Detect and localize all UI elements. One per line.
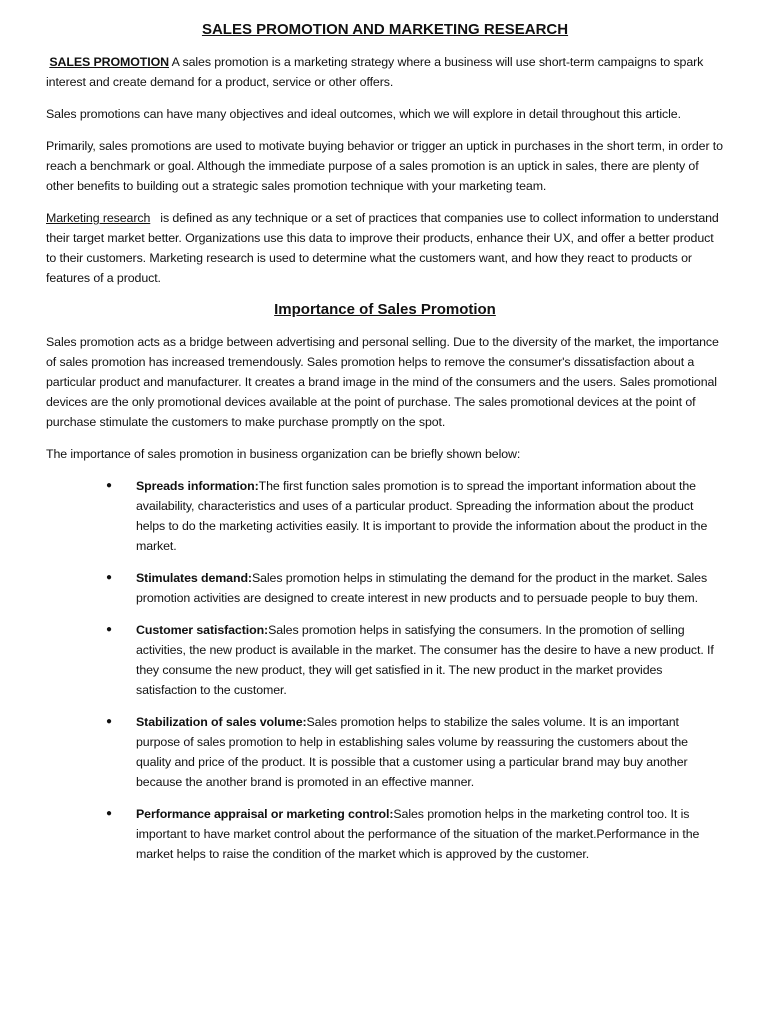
point-text: Sales promotion helps in stimulating the demand for the product in the market. Sales promotion activities are designed to create interest in new products and to persuade people to buy them. <box>136 571 708 605</box>
bridge-paragraph: Sales promotion acts as a bridge between advertising and personal selling. Due to the diversity of the market, the importance of sales promotion has increased tremendously. Sales promotion helps to remove the consumer's dissatisfaction about a particular product and manufacturer. It creates a brand image in the mind of the consumers and the users. Sales promotional devices are the only promotional devices available at the point of purchase. The sales promotional devices at the point of purchase stimulate the customers to make purchase promptly on the spot. <box>46 335 719 429</box>
importance-list <box>46 476 724 864</box>
bullet-icon: ● <box>106 624 112 635</box>
point-term: Stimulates demand: <box>136 571 252 585</box>
list-item <box>106 804 724 864</box>
marketing-research-text: is defined as any technique or a set of practices that companies use to collect information to understand their target market better. Organizations use this data to improve their products, enhance their UX, and offer a better product to their customers. Marketing research is used to determine what the customers want, and how they react to products or features of a product. <box>46 211 723 285</box>
list-item <box>106 568 724 608</box>
point-term: Spreads information: <box>136 479 259 493</box>
bullet-icon: ● <box>106 572 112 583</box>
document-title: SALES PROMOTION AND MARKETING RESEARCH <box>201 21 569 38</box>
list-intro-paragraph: The importance of sales promotion in business organization can be briefly shown below: <box>46 447 521 461</box>
marketing-research-term: Marketing research <box>46 211 151 225</box>
bullet-icon: ● <box>106 480 112 491</box>
list-item <box>106 476 724 556</box>
intro-text: A sales promotion is a marketing strategy where a business will use short-term campaigns to spark interest and create demand for a product, service or other offers. <box>46 55 704 89</box>
point-text: Sales promotion helps in the marketing control too. It is important to have market control about the performance of the situation of the market.Performance in the market helps to raise the condition of the market which is approved by the customer. <box>136 807 700 861</box>
marketing-research-paragraph <box>46 208 724 288</box>
primarily-paragraph: Primarily, sales promotions are used to motivate buying behavior or trigger an uptick in purchases in the short term, in order to reach a benchmark or goal. Although the immediate purpose of a sales promotion is an uptick in sales, there are plenty of other benefits to building out a strategic sales promotion technique with your marketing team. <box>46 139 723 193</box>
bullet-icon: ● <box>106 808 112 819</box>
point-text: Sales promotion helps in satisfying the consumers. In the promotion of selling activities, the new product is available in the market. The consumer has the desire to have a new product. If they consume the new product, they will get satisfied in it. The new product in the market provides satisfaction to the customer. <box>136 623 714 697</box>
point-text: The first function sales promotion is to spread the important information about the availability, characteristics and uses of a particular product. Spreading the information about the product helps to do the marketing activities easily. It is important to provide the information about the product in the market. <box>136 479 708 553</box>
point-text: Sales promotion helps to stabilize the sales volume. It is an important purpose of sales promotion to help in establishing sales volume by reassuring the customers about the quality and price of the product. It is possible that a customer using a particular brand may buy another because the another brand is promoted in an effective manner. <box>136 715 688 789</box>
sales-promotion-term: SALES PROMOTION <box>49 55 170 69</box>
bullet-icon: ● <box>106 716 112 727</box>
list-item <box>106 620 724 700</box>
importance-heading: Importance of Sales Promotion <box>274 301 496 318</box>
list-item <box>106 712 724 792</box>
point-term: Customer satisfaction: <box>136 623 269 637</box>
point-term: Stabilization of sales volume: <box>136 715 307 729</box>
intro-paragraph <box>46 52 724 92</box>
objectives-paragraph: Sales promotions can have many objectives and ideal outcomes, which we will explore in detail throughout this article. <box>46 107 681 121</box>
point-term: Performance appraisal or marketing control: <box>136 807 394 821</box>
